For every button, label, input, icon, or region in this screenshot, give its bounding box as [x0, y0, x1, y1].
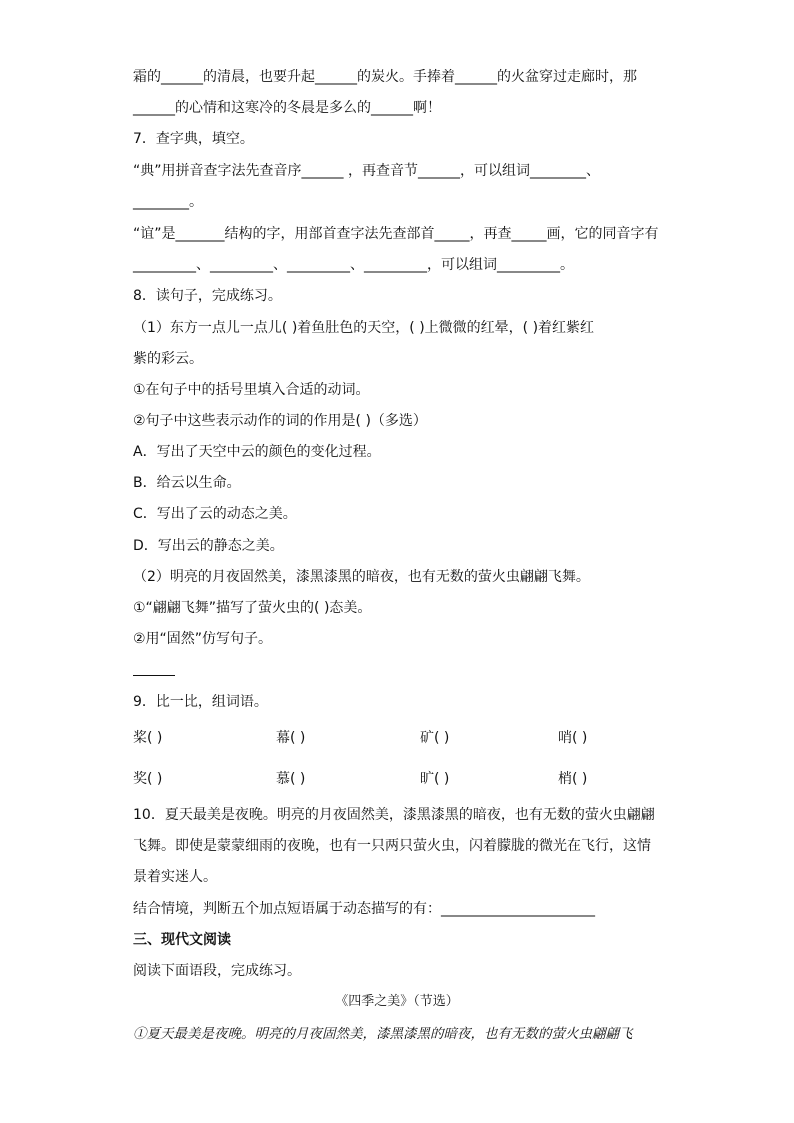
word-cell: 幕( )	[276, 730, 306, 746]
text-line: ________。	[133, 194, 203, 210]
text-line: “典”用拼音查字法先查音序______ ，再查音节______，可以组词________、	[133, 163, 600, 179]
option-b: B．给云以生命。	[133, 475, 241, 491]
word-cell: 奖( )	[133, 771, 163, 787]
text-line: 结合情境，判断五个加点短语属于动态描写的有：______________________	[133, 901, 595, 917]
text-line: _________、_________、_________、_________，可以组词_________。	[133, 257, 574, 273]
question-7-title: 7．查字典，填空。	[133, 131, 254, 147]
section-heading: 三、现代文阅读	[133, 932, 231, 948]
option-d: D．写出云的静态之美。	[133, 538, 284, 554]
passage-title: 《四季之美》（节选）	[335, 994, 459, 1009]
answer-blank-line	[133, 675, 175, 676]
option-a: A．写出了天空中云的颜色的变化过程。	[133, 444, 381, 460]
text-line: 飞舞。即使是蒙蒙细雨的夜晚，也有一只两只萤火虫，闪着朦胧的微光在飞行，这情	[133, 838, 651, 854]
text-line: （2）明亮的月夜固然美，漆黑漆黑的暗夜，也有无数的萤火虫翩翩飞舞。	[133, 569, 590, 585]
text-line: ②用“固然”仿写句子。	[133, 631, 273, 647]
text-line: “谊”是_______结构的字，用部首查字法先查部首_____，再查_____画，它的同音字有	[133, 226, 659, 242]
word-cell: 哨( )	[558, 730, 588, 746]
question-9-title: 9．比一比，组词语。	[133, 694, 268, 710]
word-cell: 慕( )	[276, 771, 306, 787]
text-line: ______的心情和这寒冷的冬晨是多么的______啊！	[133, 100, 441, 116]
word-cell: 矿( )	[420, 730, 450, 746]
text-line: 景着实迷人。	[133, 869, 217, 885]
text-line: ①“翩翩飞舞”描写了萤火虫的( )态美。	[133, 600, 372, 616]
option-c: C．写出了云的动态之美。	[133, 506, 297, 522]
question-8-title: 8．读句子，完成练习。	[133, 288, 282, 304]
text-line: 霜的______的清晨，也要升起______的炭火。手捧着______的火盆穿过走廊时，那	[133, 69, 637, 85]
instruction: 阅读下面语段，完成练习。	[133, 963, 301, 979]
passage-line: ①夏天最美是夜晚。明亮的月夜固然美，漆黑漆黑的暗夜，也有无数的萤火虫翩翩飞	[133, 1026, 633, 1042]
word-cell: 旷( )	[420, 771, 450, 787]
text-line: ②句子中这些表示动作的词的作用是( )（多选）	[133, 413, 427, 429]
word-cell: 梢( )	[558, 771, 588, 787]
word-cell: 桨( )	[133, 730, 163, 746]
text-line: 紫的彩云。	[133, 351, 203, 367]
question-10-text: 10．夏天最美是夜晚。明亮的月夜固然美，漆黑漆黑的暗夜，也有无数的萤火虫翩翩	[133, 807, 655, 823]
text-line: （1）东方一点儿一点儿( )着鱼肚色的天空，( )上微微的红晕，( )着红紫红	[133, 320, 595, 336]
text-line: ①在句子中的括号里填入合适的动词。	[133, 382, 370, 398]
